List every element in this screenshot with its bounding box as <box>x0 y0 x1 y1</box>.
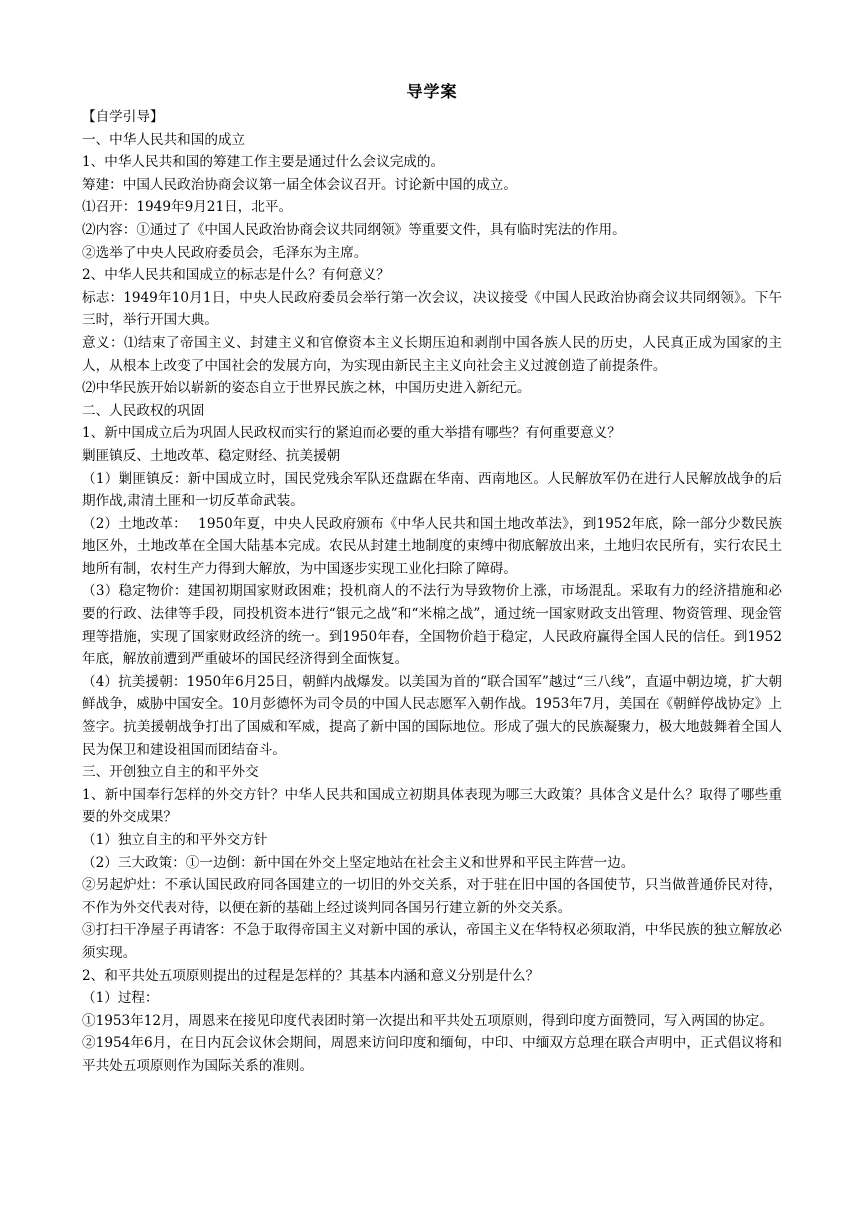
document-title: 导学案 <box>406 82 458 101</box>
paragraph: （3）稳定物价：建国初期国家财政困难；投机商人的不法行为导致物价上涨，市场混乱。采取有力的经济措施和必要的行政、法律等手段，同投机资本进行“银元之战”和“米棉之战”，通过统一国家财政支出管理、物资管理、现金管理等措施，实现了国家财政经济的统一。到1950年春，全国物价趋于稳定，人民政府赢得全国人民的信任。到1952年底，解放前遭到严重破坏的国民经济得到全面恢复。 <box>82 583 782 668</box>
paragraph: ②选举了中央人民政府委员会，毛泽东为主席。 <box>82 244 368 261</box>
document-body <box>82 106 782 1078</box>
paragraph: 【自学引导】 <box>82 109 164 125</box>
paragraph: ⑵内容：①通过了《中国人民政治协商会议共同纲领》等重要文件，具有临时宪法的作用。 <box>82 221 626 238</box>
paragraph: （1）剿匪镇反：新中国成立时，国民党残余军队还盘踞在华南、西南地区。人民解放军仍在进行人民解放战争的后期作战,肃清土匪和一切反革命武装。 <box>82 470 782 510</box>
paragraph: ②1954年6月，在日内瓦会议休会期间，周恩来访问印度和缅甸，中印、中缅双方总理在联合声明中，正式倡议将和平共处五项原则作为国际关系的准则。 <box>82 1035 782 1074</box>
paragraph: ⑵中华民族开始以崭新的姿态自立于世界民族之林，中国历史进入新纪元。 <box>82 380 531 397</box>
paragraph: 1、中华人民共和国的筹建工作主要是通过什么会议完成的。 <box>82 154 445 171</box>
document-page <box>82 80 782 1078</box>
paragraph: 1、新中国奉行怎样的外交方针？中华人民共和国成立初期具体表现为哪三大政策？具体含义是什么？取得了哪些重要的外交成果？ <box>82 786 782 826</box>
paragraph: ③打扫干净屋子再请客：不急于取得帝国主义对新中国的承认，帝国主义在华特权必须取消，中华民族的独立解放必须实现。 <box>82 922 782 961</box>
paragraph: （4）抗美援朝：1950年6月25日，朝鲜内战爆发。以美国为首的“联合国军”越过“三八线”，直逼中朝边境，扩大朝鲜战争，威胁中国安全。10月彭德怀为司令员的中国人民志愿军入朝作战。1953年7月，美国在《朝鲜停战协定》上签字。抗美援朝战争打出了国威和军威，提高了新中国的国际地位。形成了强大的民族凝聚力，极大地鼓舞着全国人民为保卫和建设祖国而团结奋斗。 <box>82 673 782 758</box>
paragraph: 1、新中国成立后为巩固人民政权而实行的紧迫而必要的重大举措有哪些？有何重要意义？ <box>82 425 621 442</box>
paragraph: ⑴召开：1949年9月21日，北平。 <box>82 199 293 216</box>
paragraph: 意义：⑴结束了帝国主义、封建主义和官僚资本主义长期压迫和剥削中国各族人民的历史，人民真正成为国家的主人，从根本上改变了中国社会的发展方向，为实现由新民主主义向社会主义过渡创造了前提条件。 <box>82 334 782 374</box>
paragraph: （1）过程： <box>82 990 159 1007</box>
paragraph: 标志：1949年10月1日，中央人民政府委员会举行第一次会议，决议接受《中国人民政治协商会议共同纲领》。下午三时，举行开国大典。 <box>82 289 782 329</box>
paragraph: ①1953年12月，周恩来在接见印度代表团时第一次提出和平共处五项原则，得到印度方面赞同，写入两国的协定。 <box>82 1012 773 1029</box>
paragraph: 剿匪镇反、土地改革、稳定财经、抗美援朝 <box>82 447 341 464</box>
paragraph: 三、开创独立自主的和平外交 <box>82 764 259 781</box>
paragraph: （2）土地改革： 1950年夏，中央人民政府颁布《中华人民共和国土地改革法》，到1952年底，除一部分少数民族地区外，土地改革在全国大陆基本完成。农民从封建土地制度的束缚中彻底解放出来，土地归农民所有，实行农民土地所有制，农村生产力得到大解放，为中国逐步实现工业化扫除了障碍。 <box>82 515 782 577</box>
paragraph: （2）三大政策：①一边倒：新中国在外交上坚定地站在社会主义和世界和平民主阵营一边。 <box>82 854 635 871</box>
paragraph: 一、中华人民共和国的成立 <box>82 131 246 148</box>
paragraph: 二、人民政权的巩固 <box>82 402 205 419</box>
paragraph: 2、中华人民共和国成立的标志是什么？有何意义？ <box>82 267 390 284</box>
paragraph: （1）独立自主的和平外交方针 <box>82 832 268 848</box>
paragraph: 2、和平共处五项原则提出的过程是怎样的？其基本内涵和意义分别是什么？ <box>82 967 540 984</box>
paragraph: 筹建：中国人民政治协商会议第一届全体会议召开。讨论新中国的成立。 <box>82 176 517 193</box>
paragraph: ②另起炉灶：不承认国民政府同各国建立的一切旧的外交关系，对于驻在旧中国的各国使节，只当做普通侨民对待，不作为外交代表对待，以便在新的基础上经过谈判同各国另行建立新的外交关系。 <box>82 877 782 916</box>
